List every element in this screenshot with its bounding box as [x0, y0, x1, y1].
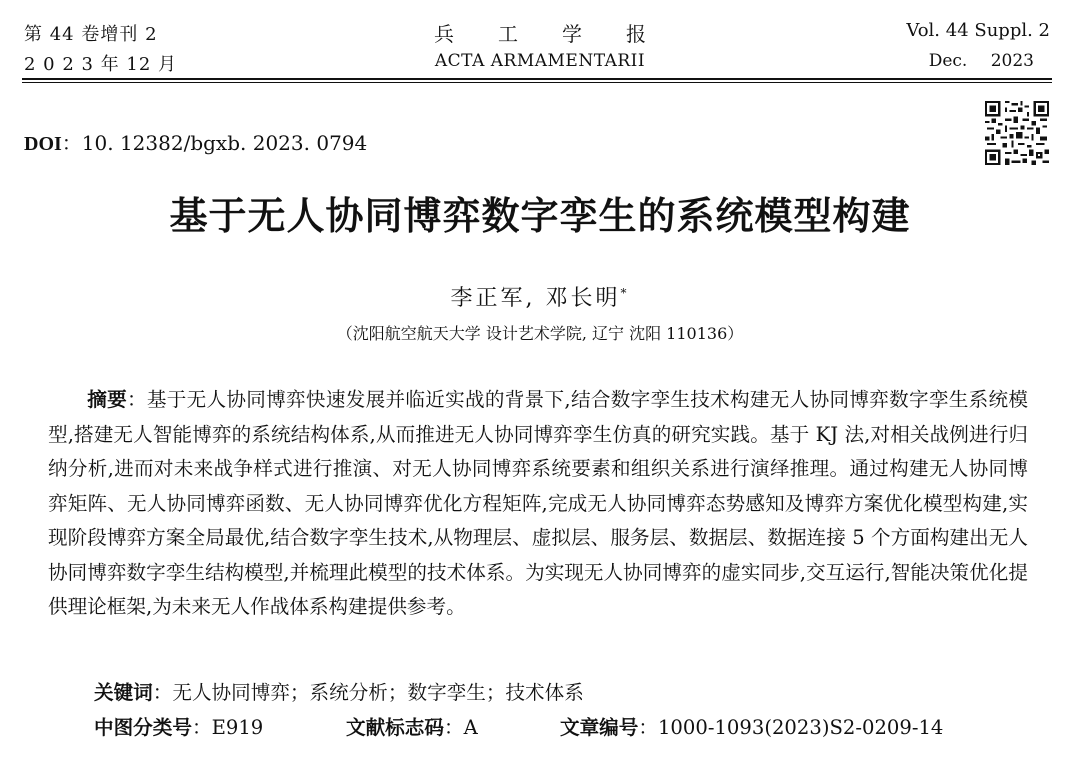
date-en: Dec. 2023 [928, 51, 1034, 71]
journal-char: 兵 [434, 22, 454, 46]
clc-value: E919 [211, 716, 264, 739]
date-cn: 2 0 2 3 年 12 月 [24, 54, 178, 75]
doi-value[interactable]: 10. 12382/bgxb. 2023. 0794 [81, 131, 368, 155]
volume-cn: 第 44 卷增刊 2 [24, 24, 158, 45]
keywords-label: 关键词 [94, 681, 153, 704]
keywords: 关键词：无人协同博弈；系统分析；数字孪生；技术体系 [94, 681, 584, 704]
clc-item: 中图分类号：E919 [94, 716, 264, 739]
doc-code-item: 文献标志码：A [346, 716, 478, 739]
abstract-label: 摘要 [87, 388, 127, 411]
abstract-text: 基于无人协同博弈快速发展并临近实战的背景下,结合数字孪生技术构建无人协同博弈数字孪生系统模型,搭建无人智能博弈的系统结构体系,从而推进无人协同博弈孪生仿真的研究实践。基于 KJ 法,对相关战例进行归纳分析,进而对未来战争样式进行推演、对无人协同博弈系统要素和组织关系进行演绎推理。通过构建无人协同博弈矩阵、无人协同博弈函数、无人协同博弈优化方程矩阵,完成无人协同博弈态势感知及博弈方案优化模型构建,实现阶段博弈方案全局最优,结合数字孪生技术,从物理层、虚拟层、服务层、数据层、数据连接 5 个方面构建出无人协同博弈数字孪生结构模型,并梳理此模型的技术体系。为实现无人协同博弈的虚实同步,交互运行,智能决策优化提供理论框架,为未来无人作战体系构建提供参考。 [48, 388, 1029, 618]
corresponding-mark: * [620, 286, 630, 300]
journal-char: 报 [626, 22, 646, 46]
paper-title: 基于无人协同博弈数字孪生的系统模型构建 [169, 193, 911, 238]
qr-code-icon [985, 101, 1049, 165]
doc-code-value: A [463, 716, 478, 739]
doi-line: DOI：10. 12382/bgxb. 2023. 0794 [24, 131, 368, 155]
keywords-text: 无人协同博弈；系统分析；数字孪生；技术体系 [172, 681, 584, 704]
header-rule-thin [22, 82, 1052, 83]
authors [0, 281, 1080, 312]
article-no-label: 文章编号 [560, 716, 639, 739]
volume-en: Vol. 44 Suppl. 2 [906, 20, 1050, 41]
doi-label: DOI [24, 133, 62, 155]
affiliation: （沈阳航空航天大学 设计艺术学院, 辽宁 沈阳 110136） [336, 324, 744, 343]
journal-title-en: ACTA ARMAMENTARII [434, 51, 646, 71]
classification-line [94, 711, 994, 739]
abstract: 摘要：基于无人协同博弈快速发展并临近实战的背景下,结合数字孪生技术构建无人协同博弈数字孪生系统模型,搭建无人智能博弈的系统结构体系,从而推进无人协同博弈孪生仿真的研究实践。基于 KJ 法,对相关战例进行归纳分析,进而对未来战争样式进行推演、对无人协同博弈系统要素和组织关系进行演绎推理。通过构建无人协同博弈矩阵、无人协同博弈函数、无人协同博弈优化方程矩阵,完成无人协同博弈态势感知及博弈方案优化模型构建,实现阶段博弈方案全局最优,结合数字孪生技术,从物理层、虚拟层、服务层、数据层、数据连接 5 个方面构建出无人协同博弈数字孪生结构模型,并梳理此模型的技术体系。为实现无人协同博弈的虚实同步,交互运行,智能决策优化提供理论框架,为未来无人作战体系构建提供参考。 [48, 388, 1029, 618]
clc-label: 中图分类号 [94, 716, 192, 739]
journal-char: 学 [562, 22, 582, 46]
header-rule-thick [22, 78, 1052, 80]
article-no-item: 文章编号：1000-1093(2023)S2-0209-14 [560, 716, 944, 739]
doc-code-label: 文献标志码 [346, 716, 444, 739]
author-names: 李正军, 邓长明 [450, 286, 621, 311]
journal-char: 工 [498, 22, 518, 46]
article-no-value: 1000-1093(2023)S2-0209-14 [657, 716, 944, 739]
